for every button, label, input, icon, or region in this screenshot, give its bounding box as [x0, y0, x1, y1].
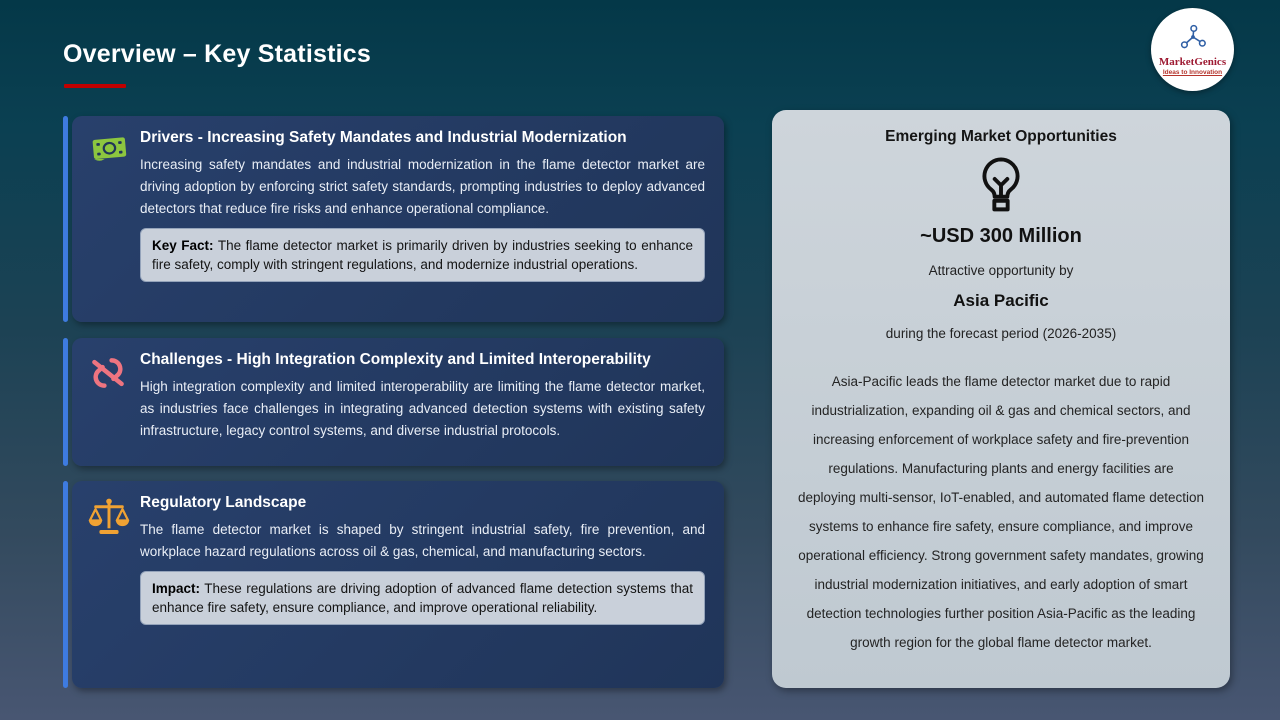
card-title: Drivers - Increasing Safety Mandates and Industrial Modernization	[140, 129, 627, 146]
panel-heading: Emerging Market Opportunities	[885, 128, 1117, 145]
card-body: The flame detector market is shaped by stringent industrial safety, fire prevention, and workplace hazard regulations across oil & gas, chemical, and manufacturing sectors.	[140, 522, 705, 559]
card-accent-bar	[63, 116, 68, 322]
card-body: Increasing safety mandates and industrial modernization in the flame detector market are driving adoption by enforcing strict safety standards, prompting industries to deploy advanced detectors that reduce fire risks and enhance operational compliance.	[140, 157, 705, 216]
page-title: Overview – Key Statistics	[63, 40, 371, 68]
balance-scale-icon	[88, 494, 140, 678]
regulatory-card	[63, 481, 724, 688]
title-underline	[64, 84, 126, 88]
callout-label: Impact:	[152, 581, 201, 596]
card-title: Challenges - High Integration Complexity and Limited Interoperability	[140, 351, 651, 368]
molecule-icon	[1175, 23, 1211, 56]
broken-link-icon	[88, 351, 140, 456]
callout-label: Key Fact:	[152, 238, 214, 253]
opportunity-value: ~USD 300 Million	[920, 225, 1082, 247]
card-title: Regulatory Landscape	[140, 494, 307, 511]
lightbulb-icon	[798, 156, 1204, 223]
callout-text: The flame detector market is primarily driven by industries seeking to enhance fire safety, comply with stringent regulations, and modernize industrial operations.	[152, 238, 693, 272]
key-fact-box	[140, 228, 705, 282]
card-accent-bar	[63, 338, 68, 466]
emerging-opportunities-panel	[772, 110, 1230, 688]
money-banknote-icon	[88, 129, 140, 312]
card-body: High integration complexity and limited interoperability are limiting the flame detector market, as industries face challenges in integrating advanced detection systems with existing safety infrastructure, legacy control systems, and diverse industrial protocols.	[140, 379, 705, 438]
opportunity-subtitle: Attractive opportunity by	[928, 263, 1074, 278]
impact-box	[140, 571, 705, 625]
opportunity-period: during the forecast period (2026-2035)	[885, 326, 1117, 341]
drivers-card	[63, 116, 724, 322]
logo-name: MarketGenics	[1158, 55, 1227, 68]
card-accent-bar	[63, 481, 68, 688]
company-logo	[1151, 8, 1234, 91]
opportunity-description: Asia-Pacific leads the flame detector market due to rapid industrialization, expanding oil & gas and chemical sectors, and increasing enforcement of workplace safety and fire-prevention regulations. Manufacturing plants and energy facilities are deploying multi-sensor, IoT-enabled, and automated flame detection systems to enhance fire safety, ensure compliance, and improve operational efficiency. Strong government safety mandates, growing industrial modernization initiatives, and early adoption of smart detection technologies further position Asia-Pacific as the leading growth region for the global flame detector market.	[798, 374, 1205, 650]
opportunity-region: Asia Pacific	[953, 291, 1049, 310]
logo-tagline: Ideas to Innovation	[1162, 69, 1223, 77]
callout-text: These regulations are driving adoption of advanced flame detection systems that enhance fire safety, ensure compliance, and improve operational reliability.	[152, 581, 694, 615]
challenges-card	[63, 338, 724, 466]
